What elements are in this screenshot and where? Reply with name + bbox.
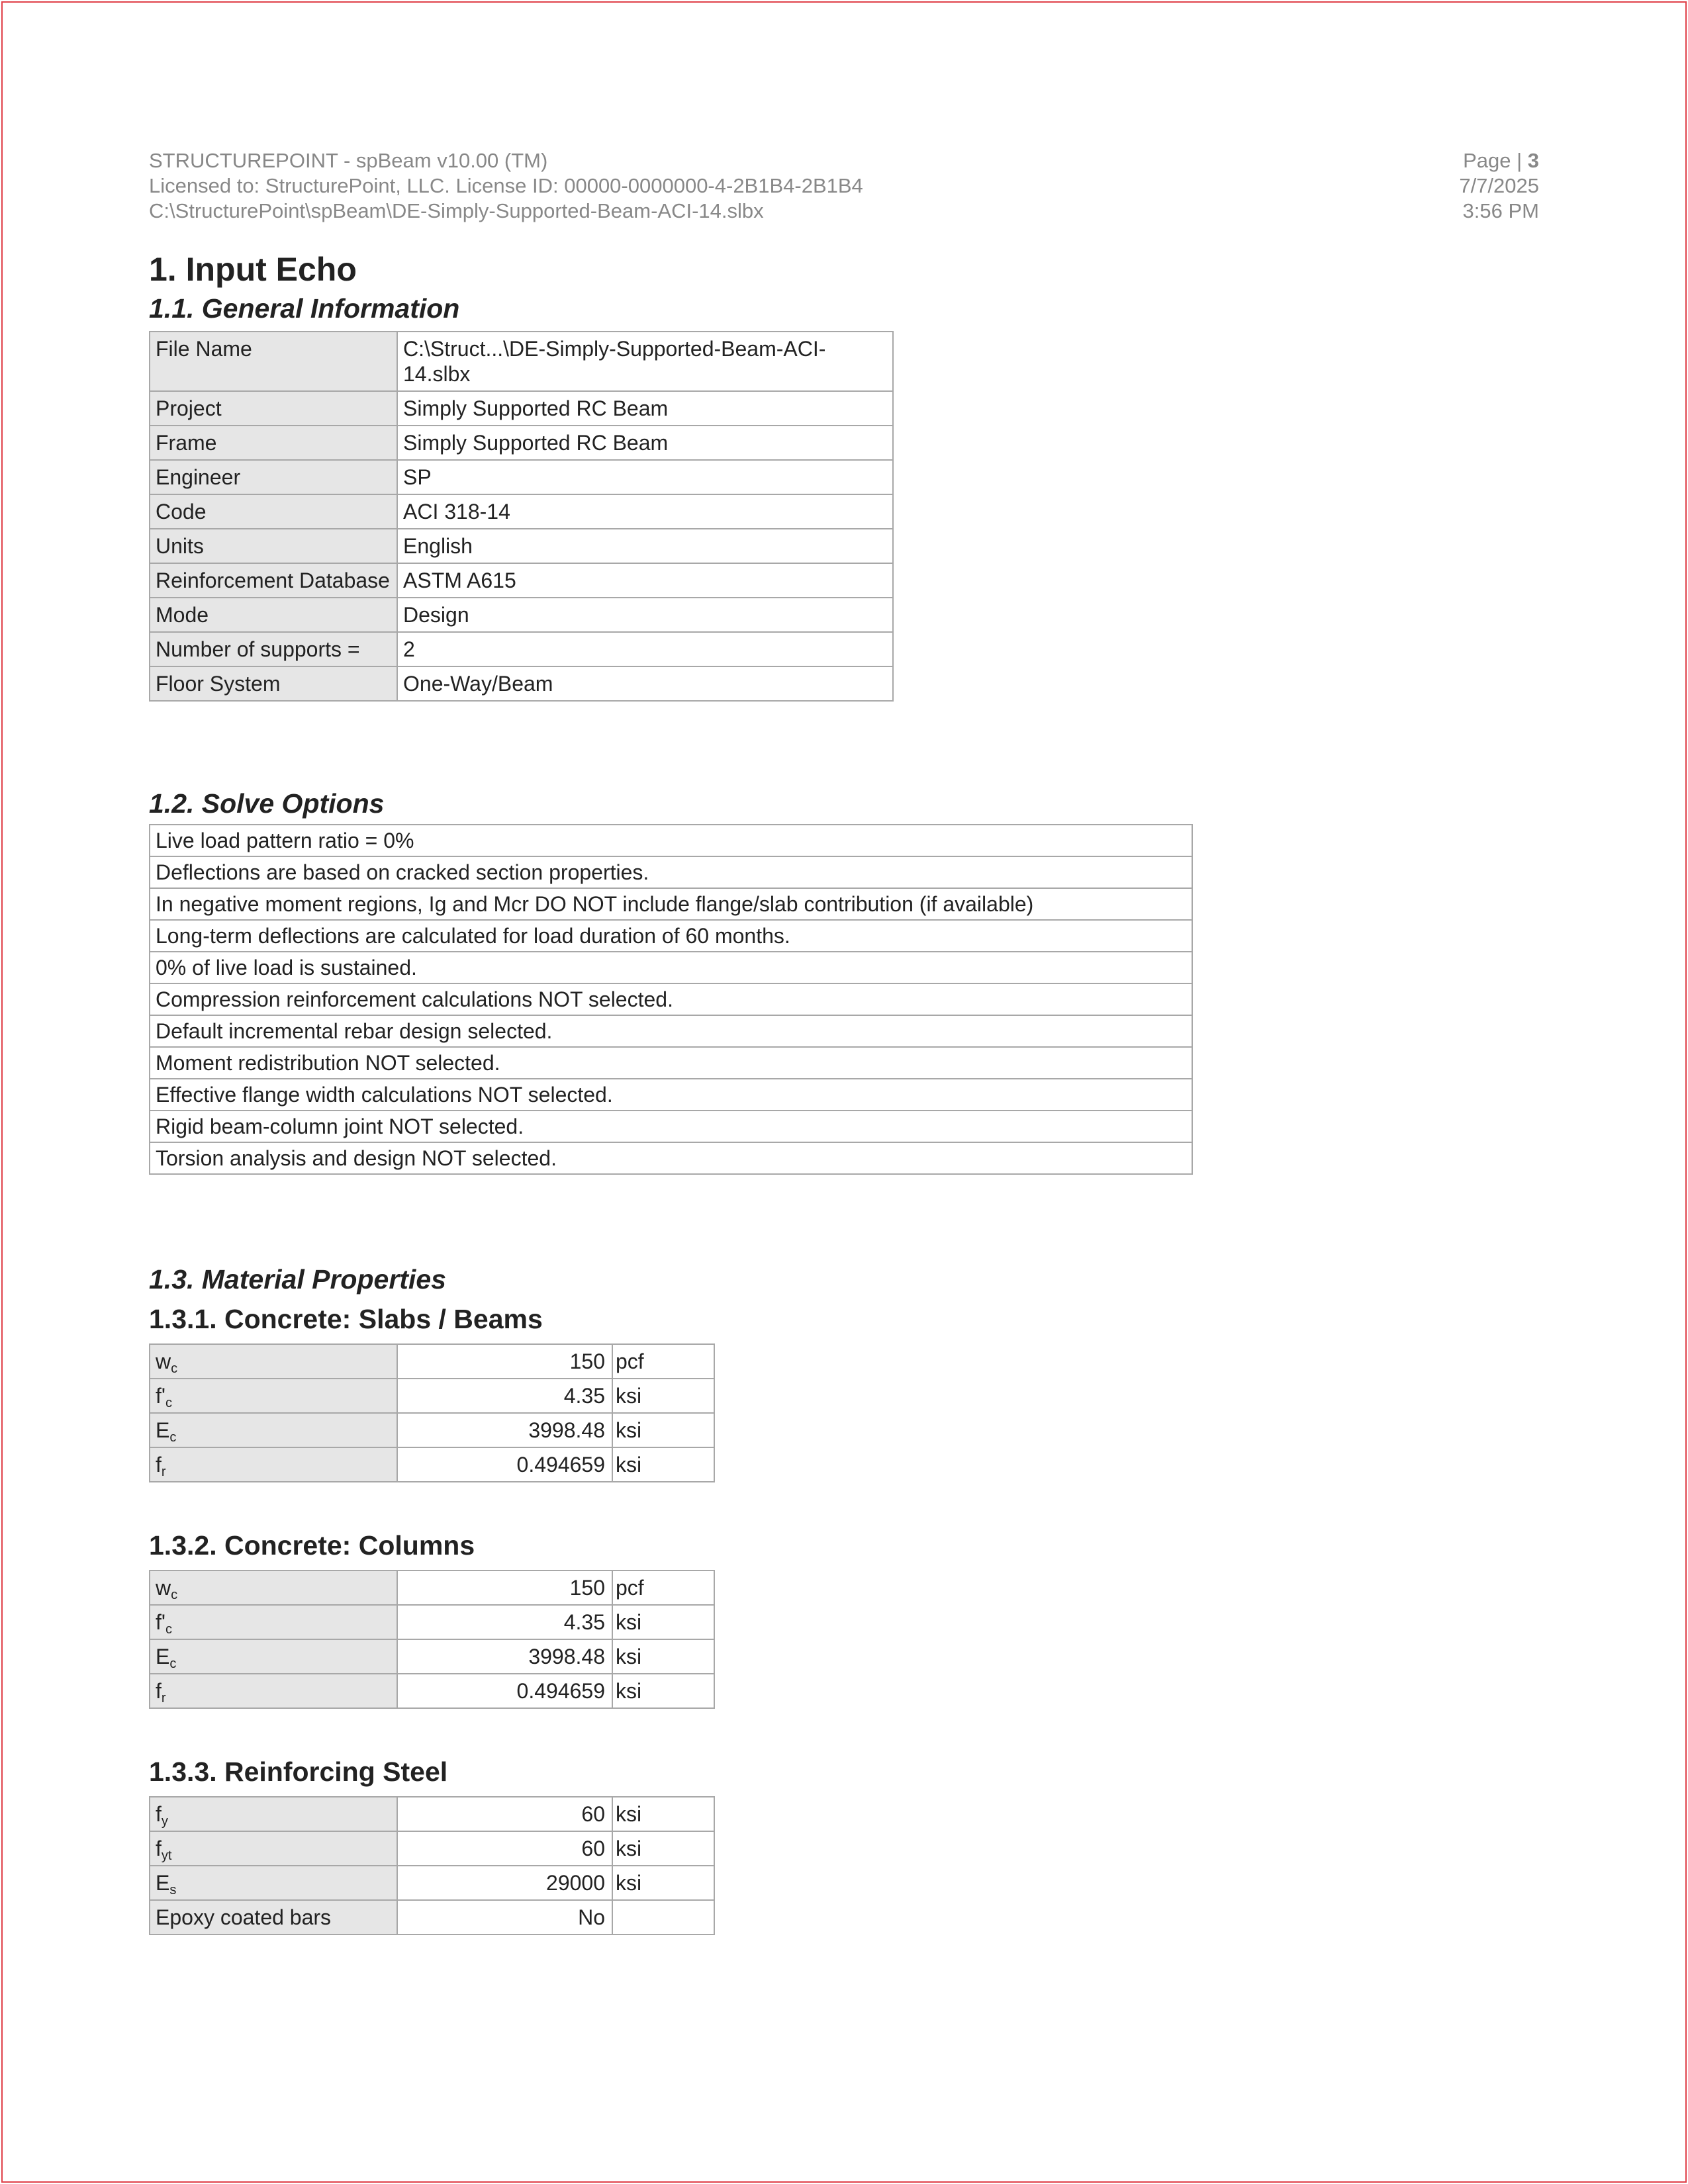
property-symbol	[150, 1900, 397, 1934]
row-value: ASTM A615	[397, 563, 893, 598]
property-value: 0.494659	[397, 1674, 612, 1708]
row-value: Simply Supported RC Beam	[397, 391, 893, 426]
table-row	[150, 529, 893, 563]
table-row	[150, 1447, 714, 1482]
solve-option: 0% of live load is sustained.	[150, 952, 1192, 983]
property-value: 0.494659	[397, 1447, 612, 1482]
table-row	[150, 920, 1192, 952]
property-symbol	[150, 1797, 397, 1831]
header-program: STRUCTUREPOINT - spBeam v10.00 (TM)	[149, 149, 548, 172]
property-value: 150	[397, 1344, 612, 1379]
solve-option: In negative moment regions, Ig and Mcr DO NOT include flange/slab contribution (if available)	[150, 888, 1192, 920]
header-page	[1459, 148, 1539, 173]
table-row	[150, 1605, 714, 1639]
header-file-path: C:\StructurePoint\spBeam\DE-Simply-Supported-Beam-ACI-14.slbx	[149, 199, 764, 222]
symbol-text: f	[156, 1453, 162, 1477]
property-unit: ksi	[612, 1605, 714, 1639]
property-unit: ksi	[612, 1674, 714, 1708]
table-row	[150, 391, 893, 426]
row-value: 2	[397, 632, 893, 666]
symbol-subscript: yt	[161, 1848, 172, 1863]
solve-option: Live load pattern ratio = 0%	[150, 825, 1192, 856]
table-row	[150, 1344, 714, 1379]
property-value: 3998.48	[397, 1413, 612, 1447]
solve-option: Long-term deflections are calculated for load duration of 60 months.	[150, 920, 1192, 952]
table-row	[150, 825, 1192, 856]
property-value: 60	[397, 1831, 612, 1866]
property-unit: pcf	[612, 1570, 714, 1605]
header-time: 3:56 PM	[1462, 199, 1539, 222]
solve-options-table	[149, 824, 1193, 1175]
property-unit: ksi	[612, 1797, 714, 1831]
materials-heading: 1.3. Material Properties	[149, 1264, 446, 1295]
table-row	[150, 1900, 714, 1934]
slabs-table	[149, 1343, 715, 1482]
solve-option: Compression reinforcement calculations NOT selected.	[150, 983, 1192, 1015]
table-row	[150, 1111, 1192, 1142]
table-row	[150, 1639, 714, 1674]
table-row	[150, 1570, 714, 1605]
general-info-table	[149, 331, 894, 702]
page-number: 3	[1527, 149, 1539, 172]
property-symbol	[150, 1447, 397, 1482]
steel-heading: 1.3.3. Reinforcing Steel	[149, 1756, 448, 1787]
symbol-text: f	[156, 1802, 162, 1826]
solve-option: Moment redistribution NOT selected.	[150, 1047, 1192, 1079]
property-symbol	[150, 1379, 397, 1413]
general-heading: 1.1. General Information	[149, 293, 460, 324]
table-row	[150, 1413, 714, 1447]
row-label: Units	[150, 529, 397, 563]
table-row	[150, 1866, 714, 1900]
table-row	[150, 1079, 1192, 1111]
property-value: 3998.48	[397, 1639, 612, 1674]
section-title: 1. Input Echo	[149, 251, 357, 288]
property-symbol	[150, 1674, 397, 1708]
table-row	[150, 1015, 1192, 1047]
property-unit: ksi	[612, 1639, 714, 1674]
row-value: SP	[397, 460, 893, 494]
row-label: Number of supports =	[150, 632, 397, 666]
table-row	[150, 1142, 1192, 1174]
property-unit: ksi	[612, 1831, 714, 1866]
solve-option: Deflections are based on cracked section properties.	[150, 856, 1192, 888]
row-label: File Name	[150, 332, 397, 391]
property-symbol	[150, 1639, 397, 1674]
property-symbol	[150, 1344, 397, 1379]
solve-option: Default incremental rebar design selected.	[150, 1015, 1192, 1047]
table-row	[150, 983, 1192, 1015]
symbol-subscript: r	[161, 1691, 166, 1706]
header-left	[149, 148, 863, 224]
table-row	[150, 460, 893, 494]
symbol-subscript: c	[171, 1588, 178, 1602]
table-row	[150, 1797, 714, 1831]
table-row	[150, 1831, 714, 1866]
row-value: C:\Struct...\DE-Simply-Supported-Beam-ACI-14.slbx	[397, 332, 893, 391]
symbol-subscript: c	[165, 1396, 172, 1410]
table-row	[150, 598, 893, 632]
solve-option: Torsion analysis and design NOT selected.	[150, 1142, 1192, 1174]
header-right	[1459, 148, 1539, 224]
symbol-subscript: c	[169, 1430, 177, 1445]
property-value: 4.35	[397, 1605, 612, 1639]
table-row	[150, 1047, 1192, 1079]
row-value: Design	[397, 598, 893, 632]
row-value: One-Way/Beam	[397, 666, 893, 701]
row-label: Project	[150, 391, 397, 426]
symbol-subscript: c	[169, 1657, 177, 1671]
property-value: 150	[397, 1570, 612, 1605]
symbol-subscript: r	[161, 1465, 166, 1479]
property-value: 4.35	[397, 1379, 612, 1413]
columns-table	[149, 1570, 715, 1709]
property-value: 60	[397, 1797, 612, 1831]
row-label: Code	[150, 494, 397, 529]
table-row	[150, 426, 893, 460]
row-value: Simply Supported RC Beam	[397, 426, 893, 460]
property-unit: ksi	[612, 1447, 714, 1482]
row-value: English	[397, 529, 893, 563]
symbol-text: f'	[156, 1384, 165, 1408]
table-row	[150, 856, 1192, 888]
row-label: Frame	[150, 426, 397, 460]
symbol-text: f	[156, 1679, 162, 1703]
row-value: ACI 318-14	[397, 494, 893, 529]
table-row	[150, 563, 893, 598]
symbol-subscript: y	[161, 1814, 168, 1829]
property-unit: ksi	[612, 1413, 714, 1447]
page-label: Page |	[1463, 149, 1528, 172]
symbol-subscript: s	[169, 1883, 177, 1897]
table-row	[150, 1379, 714, 1413]
symbol-subscript: c	[171, 1361, 178, 1376]
table-row	[150, 1674, 714, 1708]
table-row	[150, 666, 893, 701]
property-value: 29000	[397, 1866, 612, 1900]
table-row	[150, 888, 1192, 920]
slabs-heading: 1.3.1. Concrete: Slabs / Beams	[149, 1304, 543, 1334]
table-row	[150, 952, 1192, 983]
property-symbol	[150, 1605, 397, 1639]
table-row	[150, 494, 893, 529]
row-label: Engineer	[150, 460, 397, 494]
property-value: No	[397, 1900, 612, 1934]
symbol-text: w	[156, 1349, 171, 1373]
property-unit: ksi	[612, 1866, 714, 1900]
solve-option: Rigid beam-column joint NOT selected.	[150, 1111, 1192, 1142]
table-row	[150, 332, 893, 391]
symbol-text: f'	[156, 1610, 165, 1634]
symbol-text: w	[156, 1576, 171, 1600]
table-row	[150, 632, 893, 666]
symbol-text: E	[156, 1645, 170, 1668]
header-license: Licensed to: StructurePoint, LLC. License ID: 00000-0000000-4-2B1B4-2B1B4	[149, 174, 863, 197]
header-date: 7/7/2025	[1459, 174, 1539, 197]
property-unit	[612, 1900, 714, 1934]
steel-table	[149, 1796, 715, 1935]
symbol-subscript: c	[165, 1622, 172, 1637]
property-symbol	[150, 1570, 397, 1605]
row-label: Reinforcement Database	[150, 563, 397, 598]
symbol-text: f	[156, 1837, 162, 1860]
solve-option: Effective flange width calculations NOT selected.	[150, 1079, 1192, 1111]
row-label: Floor System	[150, 666, 397, 701]
symbol-text: Epoxy coated bars	[156, 1905, 332, 1929]
property-symbol	[150, 1866, 397, 1900]
property-symbol	[150, 1413, 397, 1447]
solve-heading: 1.2. Solve Options	[149, 788, 385, 819]
property-symbol	[150, 1831, 397, 1866]
property-unit: pcf	[612, 1344, 714, 1379]
symbol-text: E	[156, 1418, 170, 1442]
property-unit: ksi	[612, 1379, 714, 1413]
row-label: Mode	[150, 598, 397, 632]
columns-heading: 1.3.2. Concrete: Columns	[149, 1530, 475, 1561]
symbol-text: E	[156, 1871, 170, 1895]
